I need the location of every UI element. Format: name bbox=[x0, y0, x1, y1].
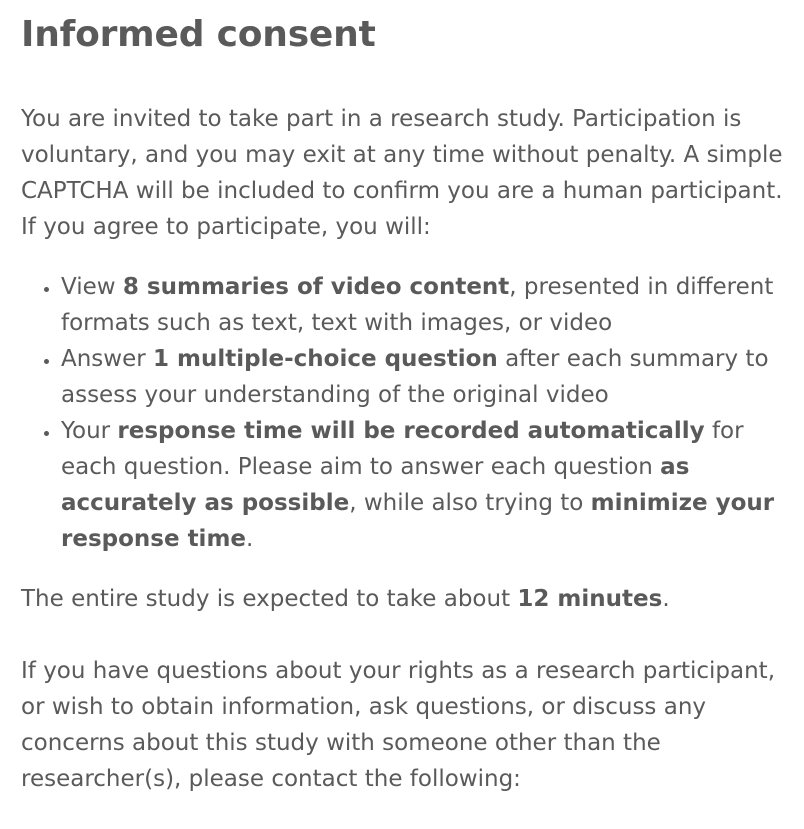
participation-list bbox=[21, 269, 790, 557]
bullet-text: . bbox=[246, 526, 254, 552]
bullet-emphasis: as accurately as possible bbox=[61, 454, 690, 516]
intro-lead-in: If you agree to participate, you will: bbox=[21, 214, 431, 240]
bullet-text: Answer bbox=[61, 346, 154, 372]
list-item bbox=[61, 269, 790, 341]
list-item bbox=[61, 413, 790, 557]
bullet-text: , presented in different formats such as text, text with images, or video bbox=[61, 274, 774, 336]
list-item bbox=[61, 341, 790, 413]
duration-paragraph bbox=[21, 581, 790, 617]
bullet-text: Your bbox=[61, 418, 118, 444]
page-title: Informed consent bbox=[21, 14, 376, 55]
bullet-emphasis: response time will be recorded automatically bbox=[117, 418, 705, 444]
bullet-text: after each summary to assess your understanding of the original video bbox=[61, 346, 769, 408]
bullet-emphasis: minimize your response time bbox=[61, 490, 775, 552]
bullet-emphasis: 8 summaries of video content bbox=[122, 274, 510, 300]
contact-paragraph: If you have questions about your rights as a research participant, or wish to obtain information, ask questions, or discuss any concerns about this study with someone other than the researcher(s), please contact the following: bbox=[21, 658, 776, 792]
intro-paragraph bbox=[21, 101, 790, 245]
bullet-emphasis: 1 multiple-choice question bbox=[153, 346, 498, 372]
bullet-text: for each question. Please aim to answer each question bbox=[61, 418, 744, 480]
bullet-text: View bbox=[61, 274, 123, 300]
intro-text: You are invited to take part in a research study. Participation is voluntary, and you may exit at any time without penalty. A simple CAPTCHA will be included to confirm you are a human participant. bbox=[21, 106, 783, 204]
duration-text: The entire study is expected to take about bbox=[21, 586, 518, 612]
duration-text: . bbox=[662, 586, 670, 612]
duration-value: 12 minutes bbox=[517, 586, 663, 612]
bullet-text: , while also trying to bbox=[349, 490, 591, 516]
